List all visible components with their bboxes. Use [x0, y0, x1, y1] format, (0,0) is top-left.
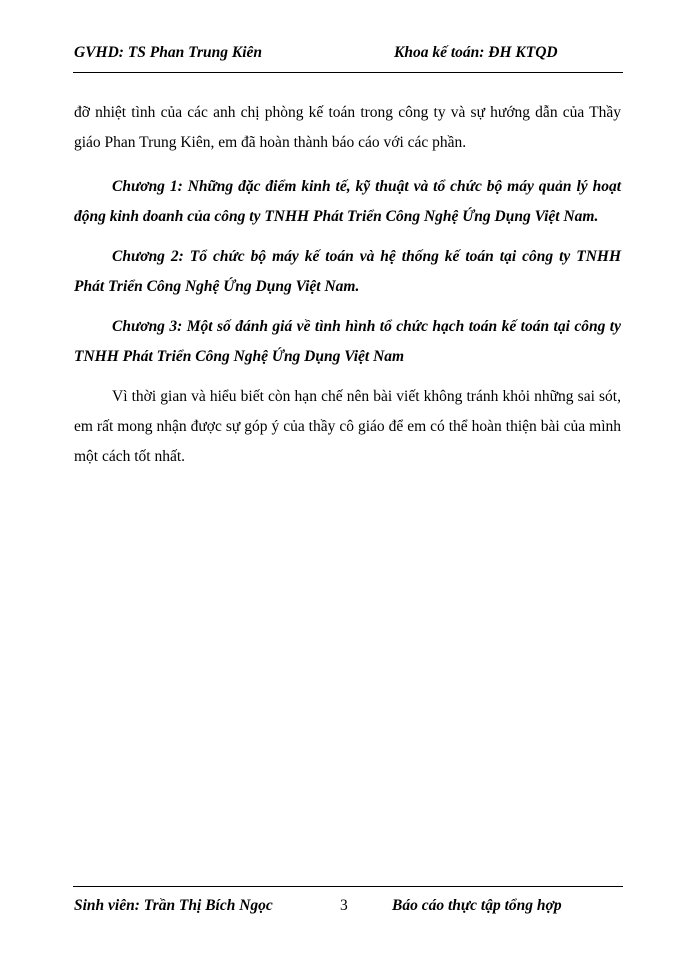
footer-divider — [73, 886, 623, 887]
chapter-2-paragraph: Chương 2: Tổ chức bộ máy kế toán và hệ thống kế toán tại công ty TNHH Phát Triển Công Nghệ Ứng Dụng Việt Nam. — [74, 248, 621, 295]
page-header — [74, 44, 634, 68]
document-body — [74, 98, 621, 486]
footer-report-title: Báo cáo thực tập tổng hợp — [392, 897, 562, 914]
header-supervisor: GVHD: TS Phan Trung Kiên — [74, 44, 263, 61]
page-number: 3 — [340, 897, 348, 914]
header-divider — [73, 72, 623, 73]
intro-paragraph: đỡ nhiệt tình của các anh chị phòng kế toán trong công ty và sự hướng dẫn của Thầy giáo Phan Trung Kiên, em đã hoàn thành báo cáo với các phần. — [74, 104, 621, 151]
chapter-1-paragraph: Chương 1: Những đặc điểm kinh tế, kỹ thuật và tổ chức bộ máy quản lý hoạt động kinh doanh của công ty TNHH Phát Triển Công Nghệ Ứng Dụng Việt Nam. — [74, 178, 621, 225]
chapter-3-paragraph: Chương 3: Một số đánh giá về tình hình tổ chức hạch toán kế toán tại công ty TNHH Phát Triển Công Nghệ Ứng Dụng Việt Nam — [74, 318, 621, 365]
page-footer — [74, 897, 634, 921]
footer-student: Sinh viên: Trần Thị Bích Ngọc — [74, 897, 273, 914]
header-department: Khoa kế toán: ĐH KTQD — [394, 44, 558, 61]
closing-paragraph: Vì thời gian và hiểu biết còn hạn chế nên bài viết không tránh khỏi những sai sót, em rất mong nhận được sự góp ý của thầy cô giáo để em có thể hoàn thiện bài của mình một cách tốt nhất. — [74, 388, 621, 465]
